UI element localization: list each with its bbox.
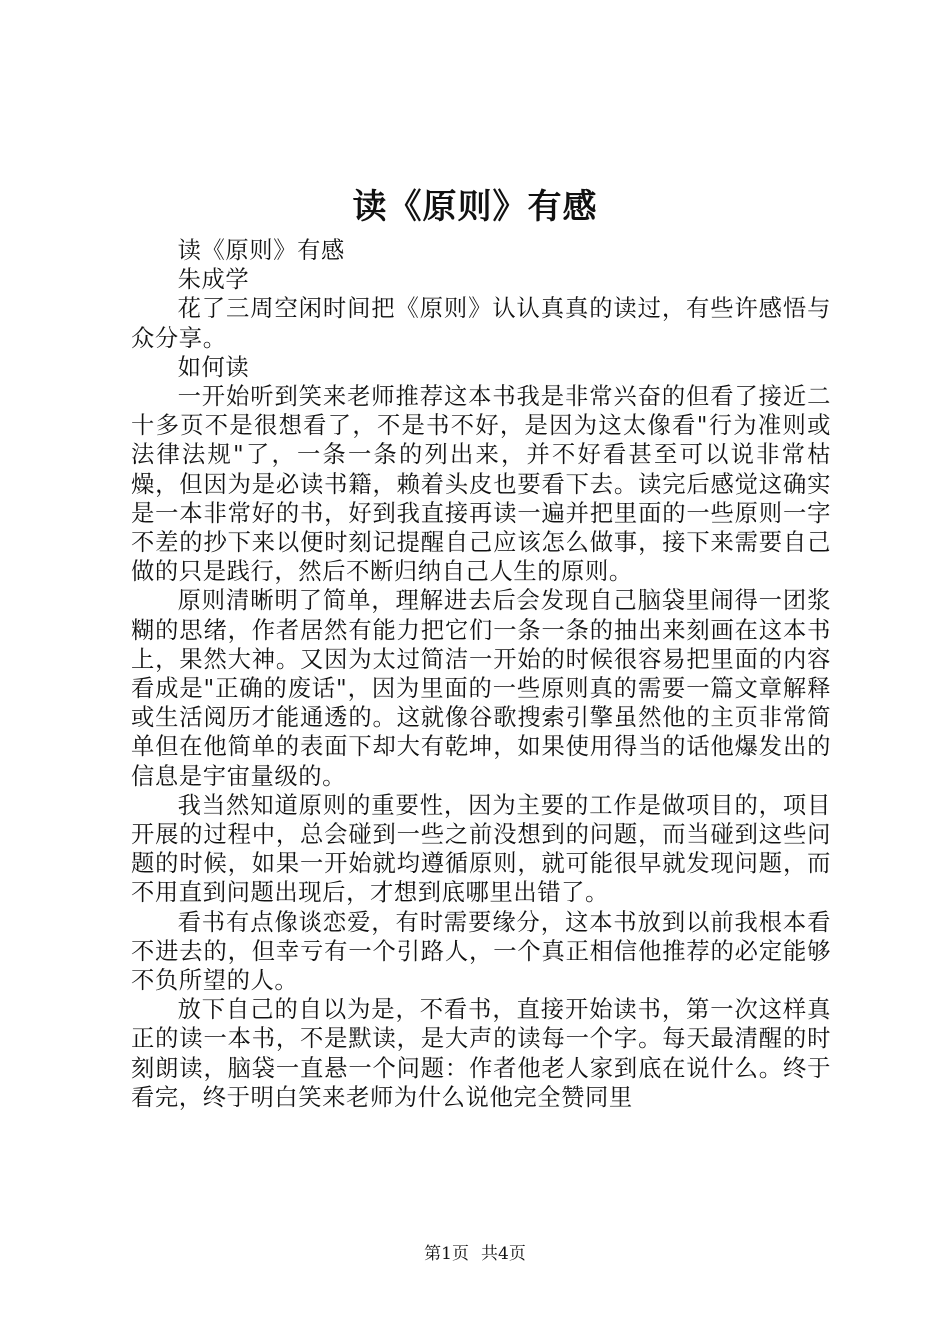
paragraph-subtitle: 读《原则》有感 — [177, 237, 345, 264]
page-total: 共4页 — [481, 1244, 526, 1264]
paragraph: 看书有点像谈恋爱，有时需要缘分，这本书放到以前我根本看不进去的，但幸亏有一个引路人，一个真正相信他推荐的必定能够不负所望的人。 — [131, 908, 831, 995]
paragraph: 一开始听到笑来老师推荐这本书我是非常兴奋的但看了接近二十多页不是很想看了，不是书不好，是因为这太像看"行为准则或法律法规"了，一条一条的列出来，并不好看甚至可以说非常枯燥，但因为是必读书籍，赖着头皮也要看下去。读完后感觉这确实是一本非常好的书，好到我直接再读一遍并把里面的一些原则一字不差的抄下来以便时刻记提醒自己应该怎么做事，接下来需要自己做的只是践行，然后不断归纳自己人生的原则。 — [131, 383, 831, 586]
page-footer — [0, 1242, 950, 1266]
paragraph: 放下自己的自以为是，不看书，直接开始读书，第一次这样真正的读一本书，不是默读，是大声的读每一个字。每天最清醒的时刻朗读，脑袋一直悬一个问题：作者他老人家到底在说什么。终于看完，终于明白笑来老师为什么说他完全赞同里 — [131, 996, 831, 1111]
document-title: 读《原则》有感 — [352, 187, 598, 227]
document-body — [131, 236, 831, 1112]
page-number: 第1页 — [424, 1244, 469, 1264]
paragraph-intro: 花了三周空闲时间把《原则》认认真真的读过，有些许感悟与众分享。 — [131, 295, 831, 352]
section-heading-how-to-read: 如何读 — [177, 353, 250, 381]
paragraph-author: 朱成学 — [177, 266, 250, 294]
paragraph: 原则清晰明了简单，理解进去后会发现自己脑袋里闹得一团浆糊的思绪，作者居然有能力把它们一条一条的抽出来刻画在这本书上，果然大神。又因为太过简洁一开始的时候很容易把里面的内容看成是"正确的废话"，因为里面的一些原则真的需要一篇文章解释或生活阅历才能通透的。这就像谷歌搜索引擎虽然他的主页非常简单但在他简单的表面下却大有乾坤，如果使用得当的话他爆发出的信息是宇宙量级的。 — [131, 587, 831, 790]
paragraph: 我当然知道原则的重要性，因为主要的工作是做项目的，项目开展的过程中，总会碰到一些之前没想到的问题，而当碰到这些问题的时候，如果一开始就均遵循原则，就可能很早就发现问题，而不用直到问题出现后，才想到底哪里出错了。 — [131, 791, 831, 907]
